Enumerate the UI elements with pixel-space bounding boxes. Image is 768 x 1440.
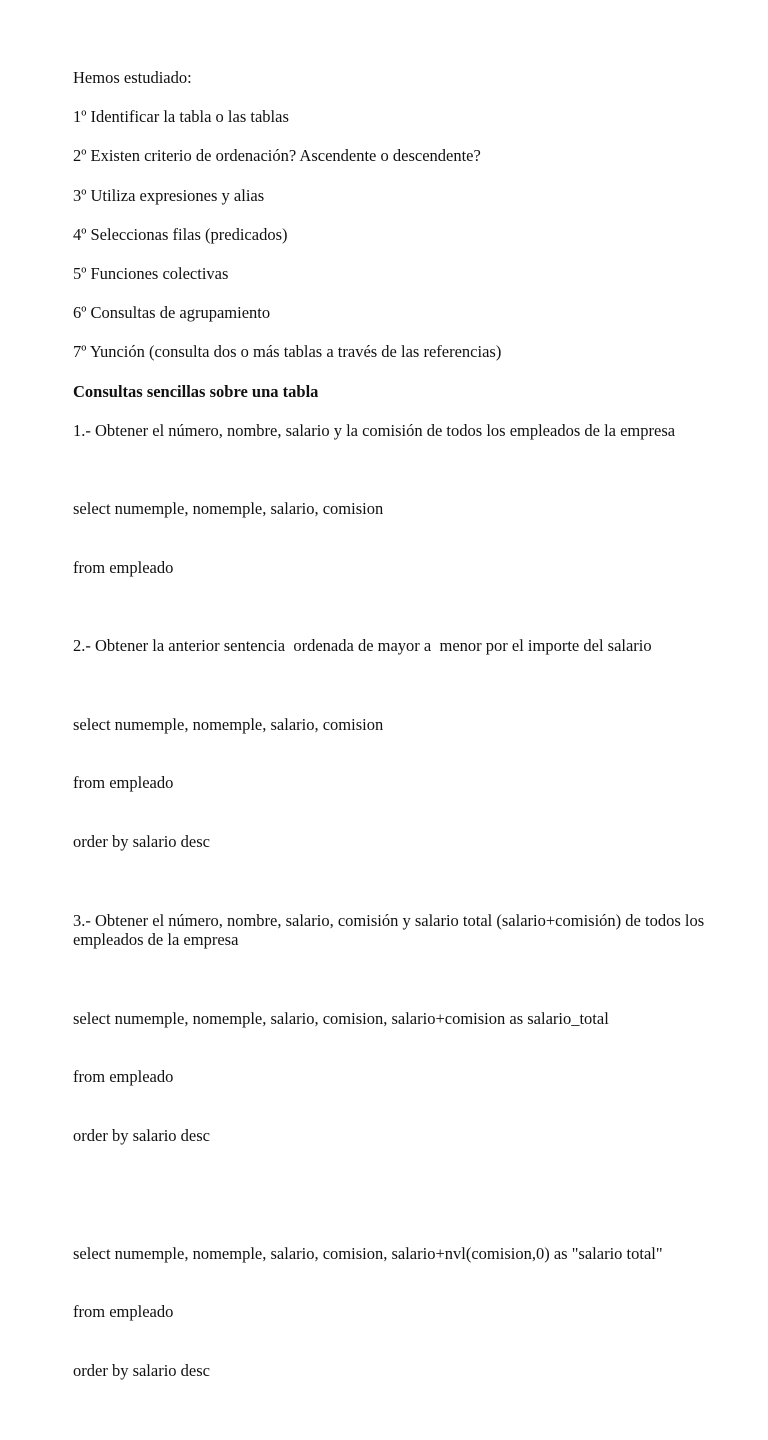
- step-item: 2º Existen criterio de ordenación? Ascendente o descendente?: [73, 146, 481, 166]
- intro-text: Hemos estudiado:: [73, 68, 192, 87]
- sql-line: from empleado: [73, 557, 174, 577]
- exercise-3-query-a: [73, 969, 705, 1185]
- sql-line: from empleado: [73, 773, 174, 793]
- step-item: 6º Consultas de agrupamiento: [73, 303, 271, 323]
- sql-line: select numemple, nomemple, salario, comision, salario+comision as salario_total: [73, 1008, 609, 1028]
- sql-line: select numemple, nomemple, salario, comision: [73, 714, 384, 734]
- sql-line: select numemple, nomemple, salario, comision, salario+nvl(comision,0) as "salario total": [73, 1243, 663, 1263]
- sql-line: order by salario desc: [73, 1361, 210, 1381]
- exercise-3-question: 3.- Obtener el número, nombre, salario, comisión y salario total (salario+comisión) de todos los empleados de la empresa: [73, 910, 709, 950]
- sql-line: from empleado: [73, 1067, 174, 1087]
- exercise-2-query: [73, 675, 705, 891]
- step-item: 1º Identificar la tabla o las tablas: [73, 107, 289, 127]
- exercise-1-question: 1.- Obtener el número, nombre, salario y la comisión de todos los empleados de la empresa: [73, 420, 676, 440]
- step-item: 7º Yunción (consulta dos o más tablas a través de las referencias): [73, 342, 502, 362]
- step-item: 3º Utiliza expresiones y alias: [73, 185, 265, 205]
- sql-line: order by salario desc: [73, 1126, 210, 1146]
- sql-line: order by salario desc: [73, 832, 210, 852]
- section-title: Consultas sencillas sobre una tabla: [73, 381, 319, 401]
- step-item: 4º Seleccionas filas (predicados): [73, 224, 288, 244]
- exercise-2-question: 2.- Obtener la anterior sentencia ordenada de mayor a menor por el importe del salario: [73, 636, 652, 656]
- sql-line: select numemple, nomemple, salario, comision: [73, 499, 384, 519]
- exercise-1-query: [73, 460, 705, 617]
- document-body: [73, 68, 709, 1440]
- step-item: 5º Funciones colectivas: [73, 263, 229, 283]
- sql-line: from empleado: [73, 1302, 174, 1322]
- exercise-3-query-b: [73, 1204, 705, 1420]
